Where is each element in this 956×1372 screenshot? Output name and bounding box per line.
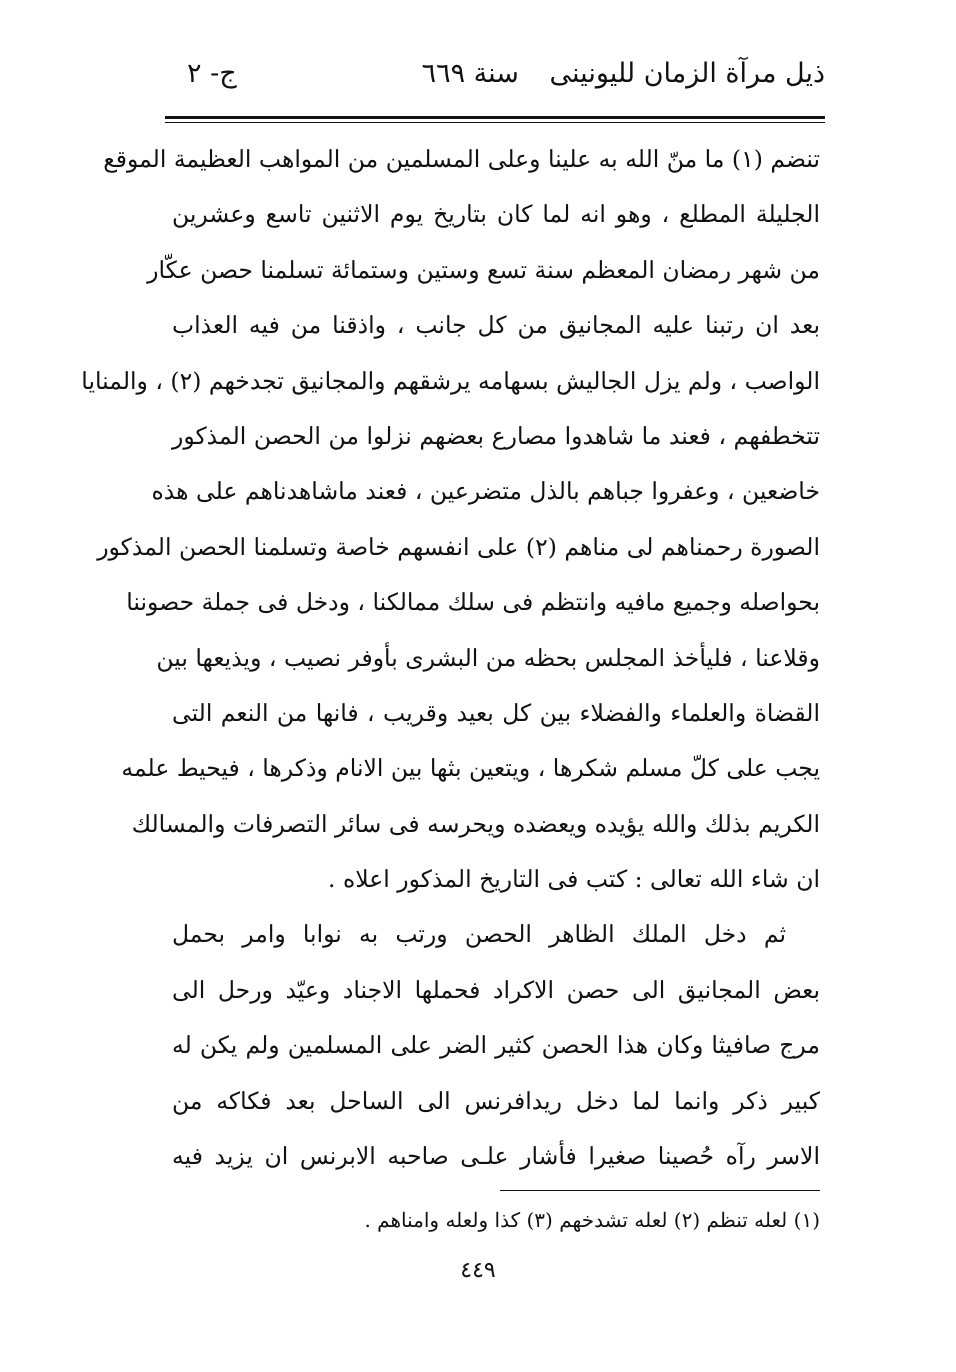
header-year: سنة ٦٦٩ [421, 58, 519, 89]
text-line: مرج صافيثا وكان هذا الحصن كثير الضر على المسلمين ولم يكن له [172, 1031, 820, 1060]
text-line: تنضم (١) ما منّ الله به علينا وعلى المسلمين من المواهب العظيمة الموقع [103, 145, 820, 173]
text-line: الاسر رآه حُصينا صغيرا فأشار علـى صاحبه الابرنس ان يزيد فيه [172, 1142, 820, 1171]
text-line: القضاة والعلماء والفضلاء بين كل بعيد وقريب ، فانها من النعم التى [172, 698, 820, 727]
text-line: بعد ان رتبنا عليه المجانيق من كل جانب ، واذقنا من فيه العذاب [172, 311, 820, 340]
body-text [81, 132, 820, 1184]
text-line: الجليلة المطلع ، وهو انه لما كان بتاريخ يوم الاثنين تاسع وعشرين [172, 200, 820, 229]
text-line: تتخطفهم ، فعند ما شاهدوا مصارع بعضهم نزلوا من الحصن المذكور [172, 421, 820, 450]
volume-number: ج- ٢ [187, 58, 237, 89]
book-title: ذيل مرآة الزمان لليونينى [549, 58, 825, 89]
header-rule-thin [165, 122, 825, 123]
text-line: من شهر رمضان المعظم سنة تسع وستين وستمائة تسلمنا حصن عكّار [147, 255, 820, 284]
text-line: الواصب ، ولم يزل الجاليش بسهامه يرشقهم والمجانيق تجدخهم (٢) ، والمنايا [81, 366, 820, 395]
paragraph-start-line: ثم دخل الملك الظاهر الحصن ورتب به نوابا وامر بحمل [172, 920, 786, 949]
text-line: الصورة رحمناهم لى مناهم (٢) على انفسهم خاصة وتسلمنا الحصن المذكور [97, 532, 820, 561]
text-line: الكريم بذلك والله يؤيده ويعضده ويحرسه فى سائر التصرفات والمسالك [131, 809, 820, 838]
header-rule-thick [165, 116, 825, 119]
text-line: وقلاعنا ، فليأخذ المجلس بحظه من البشرى بأوفر نصيب ، ويذيعها بين [156, 643, 820, 672]
running-title [422, 58, 825, 89]
text-line: يجب على كلّ مسلم شكرها ، ويتعين بثها بين الانام وذكرها ، فيحيط علمه [121, 754, 820, 783]
text-line: كبير ذكر وانما لما دخل ريدافرنس الى الساحل بعد فكاكه من [172, 1086, 820, 1115]
running-header [165, 50, 825, 110]
text-line: بعض المجانيق الى حصن الاكراد فحملها الاجناد وعيّد ورحل الى [172, 975, 820, 1004]
footnotes: (١) لعله تنظم (٢) لعله تشدخهم (٣) كذا ولعله وامناهم . [364, 1208, 820, 1232]
text-line: بحواصله وجميع مافيه وانتظم فى سلك ممالكنا ، ودخل فى جملة حصوننا [126, 588, 820, 617]
footnote-rule [500, 1190, 820, 1191]
text-line: ان شاء الله تعالى : كتب فى التاريخ المذكور اعلاه . [328, 865, 820, 894]
page-number: ٤٤٩ [460, 1258, 496, 1283]
text-line: خاضعين ، وعفروا جباهم بالذل متضرعين ، فعند ماشاهدناهم على هذه [151, 477, 820, 506]
